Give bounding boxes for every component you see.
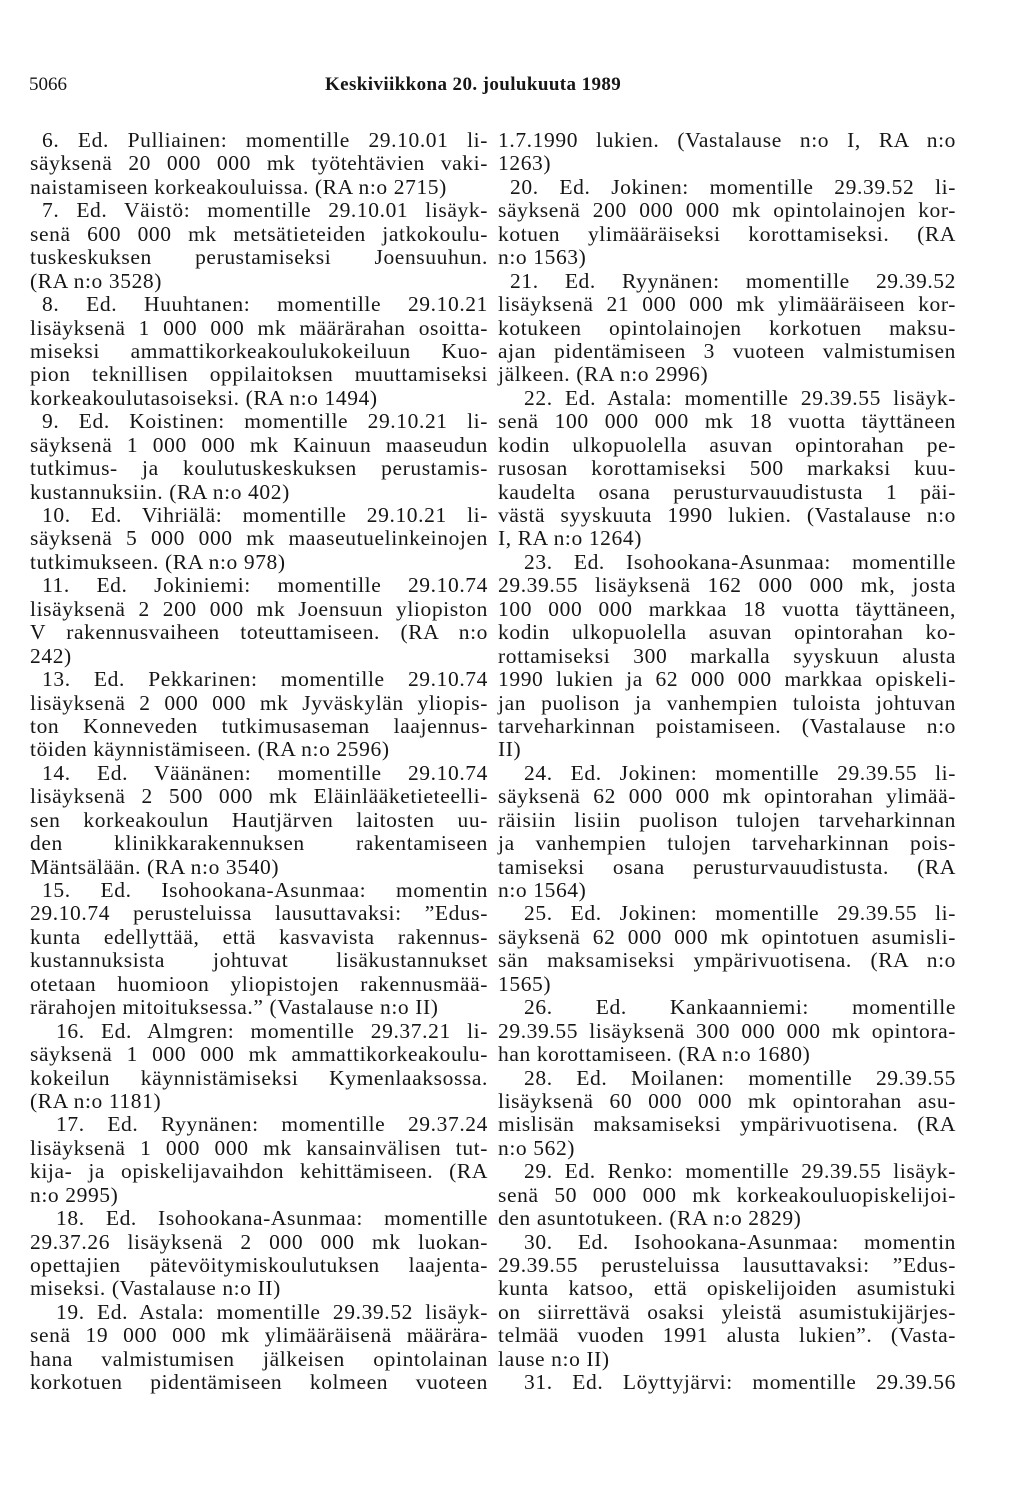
- text-line: rottamiseksi 300 markalla syyskuun alusta: [498, 643, 956, 668]
- text-line: opettajien pätevöitymiskoulutuksen laajenta-: [30, 1253, 488, 1277]
- text-line: kunta katsoo, että opiskelijoiden asumistuki: [498, 1276, 956, 1301]
- text-line: 18. Ed. Isohookana-Asunmaa: momentille: [56, 1206, 488, 1231]
- text-line: tamiseksi osana perusturvauudistusta. (RA: [498, 854, 956, 879]
- text-line: 1565): [498, 971, 552, 996]
- text-line: n:o 2995): [30, 1182, 119, 1207]
- text-line: rusosan korottamiseksi 500 markaksi kuu-: [498, 456, 956, 481]
- text-line: senä 19 000 000 mk ylimääräisenä määrära-: [30, 1323, 488, 1348]
- text-line: ton Konneveden tutkimusaseman laajennus-: [30, 713, 488, 738]
- text-line: 17. Ed. Ryynänen: momentille 29.37.24: [56, 1112, 488, 1137]
- page-number: 5066: [29, 74, 67, 95]
- text-line: ajan pidentämiseen 3 vuoteen valmistumisen: [498, 338, 956, 363]
- text-line: säyksenä 62 000 000 mk opintotuen asumisli-: [498, 924, 956, 949]
- text-line: korkeakoulutasoiseksi. (RA n:o 1494): [30, 385, 378, 410]
- text-line: 1990 lukien ja 62 000 000 markkaa opiskeli-: [498, 667, 956, 692]
- motion-item-13: [30, 668, 488, 762]
- motion-item-30: [498, 1231, 956, 1372]
- text-line: mislisän maksamiseksi ympärivuotisena. (RA: [498, 1112, 956, 1137]
- motion-item-20: [498, 176, 956, 270]
- text-line: lisäyksenä 1 000 000 mk määrärahan osoitta-: [30, 315, 488, 340]
- text-line: kodin ulkopuolella asuvan opintorahan pe-: [498, 432, 956, 457]
- text-line: tuskeskuksen perustamiseksi Joensuuhun.: [30, 245, 488, 270]
- text-line: tutkimus- ja koulutuskeskuksen perustamis-: [30, 456, 488, 481]
- text-line: 29.39.55 lisäyksenä 300 000 000 mk opintora-: [498, 1018, 956, 1043]
- text-line: 31. Ed. Löyttyjärvi: momentille 29.39.56: [524, 1370, 956, 1395]
- text-line: 6. Ed. Pulliainen: momentille 29.10.01 li-: [42, 128, 488, 152]
- text-line: 26. Ed. Kankaanniemi: momentille: [524, 995, 956, 1020]
- text-line: 24. Ed. Jokinen: momentille 29.39.55 li-: [524, 760, 956, 785]
- text-line: V rakennusvaiheen toteuttamiseen. (RA n:o: [30, 620, 488, 645]
- text-line: 8. Ed. Huuhtanen: momentille 29.10.21: [42, 292, 488, 317]
- text-line: säyksenä 1 000 000 mk ammattikorkeakoulu-: [30, 1042, 488, 1067]
- motion-item-31: [498, 1371, 956, 1394]
- text-line: 25. Ed. Jokinen: momentille 29.39.55 li-: [524, 901, 956, 926]
- motion-item-16: [30, 1020, 488, 1114]
- text-line: I, RA n:o 1264): [498, 526, 642, 551]
- motion-item-22: [498, 387, 956, 551]
- text-line: kodin ulkopuolella asuvan opintorahan ko-: [498, 620, 956, 645]
- text-line: 30. Ed. Isohookana-Asunmaa: momentin: [524, 1229, 956, 1254]
- text-line: 28. Ed. Moilanen: momentille 29.39.55: [524, 1065, 956, 1090]
- motion-item-17: [30, 1113, 488, 1207]
- motion-item-8: [30, 293, 488, 410]
- text-line: lisäyksenä 2 500 000 mk Eläinlääketieteelli-: [30, 784, 488, 809]
- text-line: kotuen ylimääräiseksi korottamiseksi. (RA: [498, 221, 956, 246]
- text-line: 21. Ed. Ryynänen: momentille 29.39.52: [510, 268, 956, 293]
- text-line: 29.37.26 lisäyksenä 2 000 000 mk luokan-: [30, 1229, 488, 1254]
- text-line: senä 50 000 000 mk korkeakouluopiskelijoi-: [498, 1182, 956, 1207]
- text-line: kunta edellyttää, että kasvavista rakennus-: [30, 924, 488, 949]
- text-line: (RA n:o 3528): [30, 268, 163, 293]
- text-line: 22. Ed. Astala: momentille 29.39.55 lisäyk-: [524, 385, 956, 410]
- text-line: töiden käynnistämiseen. (RA n:o 2596): [30, 737, 390, 762]
- text-line: jan puolison ja vanhempien tuloista johtuvan: [498, 690, 956, 715]
- text-line: 11. Ed. Jokiniemi: momentille 29.10.74: [42, 573, 488, 598]
- text-line: lisäyksenä 21 000 000 mk ylimääräiseen kor-: [498, 292, 956, 317]
- text-line: otetaan huomioon yliopistojen rakennusmää-: [30, 971, 488, 996]
- text-line: II): [498, 737, 522, 762]
- motion-item-10: [30, 504, 488, 574]
- text-line: kaudelta osana perusturvauudistusta 1 päi-: [498, 479, 956, 504]
- text-line: 1.7.1990 lukien. (Vastalause n:o I, RA n:o: [498, 128, 956, 152]
- text-line: kokeilun käynnistämiseksi Kymenlaaksossa.: [30, 1065, 488, 1090]
- text-line: 29.10.74 perusteluissa lausuttavaksi: ”Edus-: [30, 901, 488, 926]
- text-line: senä 100 000 000 mk 18 vuotta täyttäneen: [498, 409, 956, 434]
- text-line: sen korkeakoulun Hautjärven laitosten uu-: [30, 807, 488, 832]
- text-line: 7. Ed. Väistö: momentille 29.10.01 lisäyk-: [42, 198, 488, 223]
- text-line: senä 600 000 mk metsätieteiden jatkokoulu-: [30, 221, 488, 246]
- text-line: säyksenä 20 000 000 mk työtehtävien vaki-: [30, 151, 488, 176]
- text-line: säyksenä 200 000 000 mk opintolainojen kor-: [498, 198, 956, 223]
- motion-item-18: [30, 1207, 488, 1301]
- text-line: n:o 1563): [498, 245, 587, 270]
- text-line: 242): [30, 643, 72, 668]
- motion-item-19-continued: [498, 129, 956, 176]
- text-line: lisäyksenä 2 000 000 mk Jyväskylän yliopis-: [30, 690, 488, 715]
- text-line: säyksenä 62 000 000 mk opintorahan ylimää-: [498, 784, 956, 809]
- motion-item-11: [30, 574, 488, 668]
- text-line: rärahojen mitoituksessa.” (Vastalause n:o II): [30, 995, 439, 1020]
- text-line: 19. Ed. Astala: momentille 29.39.52 lisäyk-: [56, 1299, 488, 1324]
- text-line: korkotuen pidentämiseen kolmeen vuoteen: [30, 1370, 488, 1395]
- text-line: lause n:o II): [498, 1346, 610, 1371]
- text-line: tutkimukseen. (RA n:o 978): [30, 549, 286, 574]
- motion-item-29: [498, 1160, 956, 1230]
- motion-item-28: [498, 1067, 956, 1161]
- motion-item-14: [30, 762, 488, 879]
- text-line: (RA n:o 1181): [30, 1088, 162, 1113]
- page-header: [0, 0, 1024, 110]
- text-line: 9. Ed. Koistinen: momentille 29.10.21 li-: [42, 409, 488, 434]
- text-line: Mäntsälään. (RA n:o 3540): [30, 854, 280, 879]
- text-line: 29. Ed. Renko: momentille 29.39.55 lisäyk-: [524, 1159, 956, 1184]
- text-line: ja vanhempien tulojen tarveharkinnan pois-: [498, 831, 956, 856]
- text-line: lisäyksenä 2 200 000 mk Joensuun yliopiston: [30, 596, 488, 621]
- text-line: miseksi ammattikorkeakoulukokeiluun Kuo-: [30, 338, 488, 363]
- text-line: lisäyksenä 60 000 000 mk opintorahan asu-: [498, 1088, 956, 1113]
- text-line: säyksenä 1 000 000 mk Kainuun maaseudun: [30, 432, 488, 457]
- right-column: [498, 129, 956, 1395]
- text-line: on siirrettävä osaksi yleistä asumistukijärjes-: [498, 1299, 956, 1324]
- text-line: han korottamiseen. (RA n:o 1680): [498, 1042, 811, 1067]
- text-line: 14. Ed. Väänänen: momentille 29.10.74: [42, 760, 488, 785]
- text-line: 100 000 000 markkaa 18 vuotta täyttäneen,: [498, 596, 956, 621]
- motion-item-9: [30, 410, 488, 504]
- text-line: tarveharkinnan poistamiseen. (Vastalause n:o: [498, 713, 956, 738]
- text-line: kustannuksiin. (RA n:o 402): [30, 479, 290, 504]
- text-line: 13. Ed. Pekkarinen: momentille 29.10.74: [42, 667, 488, 692]
- text-line: 1263): [498, 151, 552, 176]
- text-line: kotukeen opintolainojen korkotuen maksu-: [498, 315, 956, 340]
- text-line: 20. Ed. Jokinen: momentille 29.39.52 li-: [510, 174, 956, 199]
- text-line: pion teknillisen oppilaitoksen muuttamiseksi: [30, 362, 488, 387]
- text-line: 15. Ed. Isohookana-Asunmaa: momentin: [42, 878, 488, 902]
- motion-item-24: [498, 762, 956, 903]
- left-column: [30, 129, 488, 1395]
- text-line: lisäyksenä 1 000 000 mk kansainvälisen tut-: [30, 1135, 488, 1160]
- text-line: miseksi. (Vastalause n:o II): [30, 1276, 281, 1301]
- motion-item-26: [498, 996, 956, 1066]
- motion-item-23: [498, 551, 956, 762]
- text-line: jälkeen. (RA n:o 2996): [498, 362, 709, 387]
- text-line: 23. Ed. Isohookana-Asunmaa: momentille: [524, 549, 956, 574]
- motion-item-7: [30, 199, 488, 293]
- text-line: sän maksamiseksi ympärivuotisena. (RA n:o: [498, 948, 956, 973]
- text-line: räisiin lisiin puolison tulojen tarveharkinnan: [498, 807, 956, 832]
- text-line: naistamiseen korkeakouluissa. (RA n:o 2715): [30, 174, 447, 199]
- text-line: telmää vuoden 1991 alusta lukien”. (Vasta-: [498, 1323, 956, 1348]
- motion-item-21: [498, 270, 956, 387]
- motion-item-25: [498, 902, 956, 996]
- text-line: n:o 562): [498, 1135, 576, 1160]
- text-line: kija- ja opiskelijavaihdon kehittämiseen. (RA: [30, 1159, 488, 1184]
- motion-item-6: [30, 129, 488, 199]
- text-line: n:o 1564): [498, 878, 587, 902]
- text-line: 16. Ed. Almgren: momentille 29.37.21 li-: [56, 1018, 488, 1043]
- text-line: 29.39.55 perusteluissa lausuttavaksi: ”Edus-: [498, 1253, 956, 1277]
- text-line: 29.39.55 lisäyksenä 162 000 000 mk, josta: [498, 573, 956, 598]
- text-line: den asuntotukeen. (RA n:o 2829): [498, 1206, 802, 1231]
- text-line: kustannuksista johtuvat lisäkustannukset: [30, 948, 488, 973]
- text-line: västä syyskuuta 1990 lukien. (Vastalause n:o: [498, 503, 956, 527]
- motion-item-15: [30, 879, 488, 1020]
- running-title: Keskiviikkona 20. joulukuuta 1989: [325, 74, 622, 95]
- text-line: hana valmistumisen jälkeisen opintolainan: [30, 1346, 488, 1371]
- text-line: den klinikkarakennuksen rakentamiseen: [30, 831, 488, 856]
- text-line: säyksenä 5 000 000 mk maaseutuelinkeinojen: [30, 526, 488, 551]
- text-line: 10. Ed. Vihriälä: momentille 29.10.21 li-: [42, 503, 488, 527]
- motion-item-19: [30, 1301, 488, 1395]
